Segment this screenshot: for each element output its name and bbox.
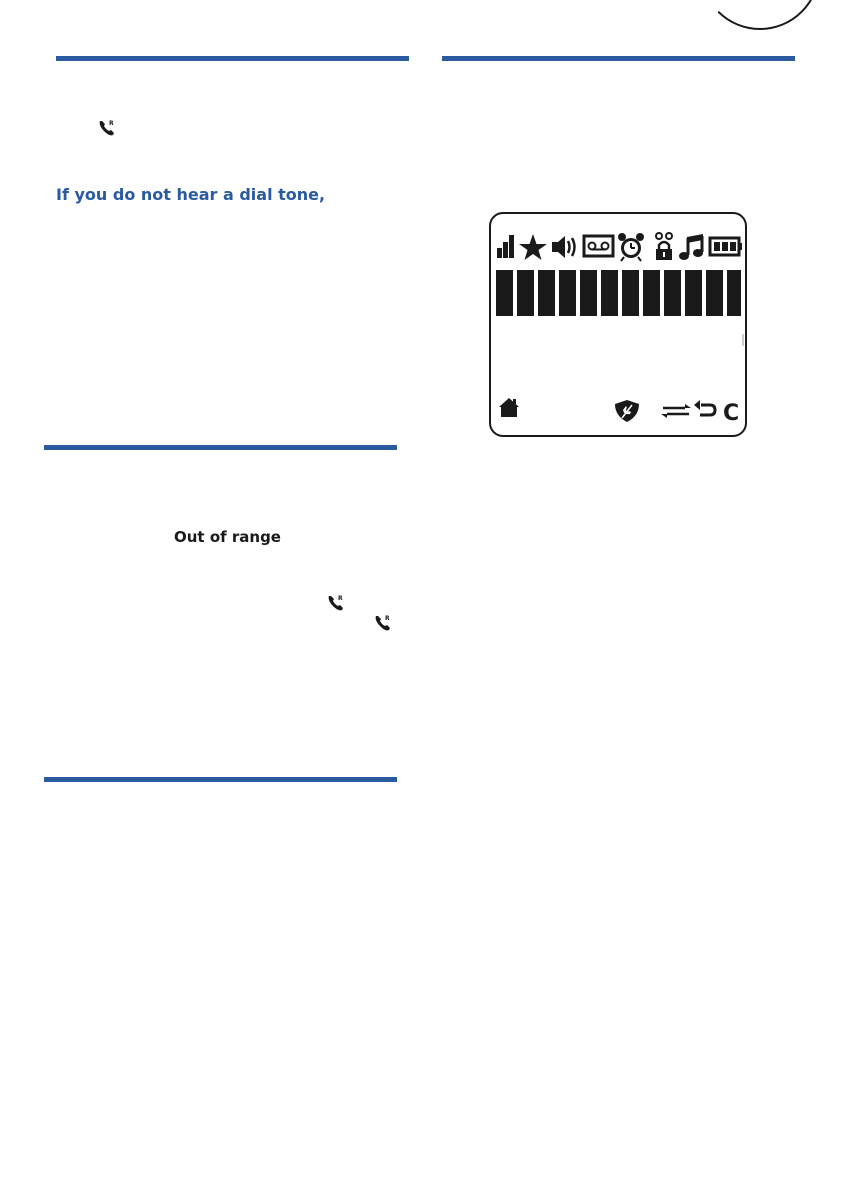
battery-icon bbox=[710, 238, 742, 255]
svg-text:R: R bbox=[385, 615, 390, 622]
section-rule-middle-left bbox=[44, 445, 397, 450]
section-rule-top-left bbox=[56, 56, 409, 61]
speaker-icon bbox=[552, 236, 575, 258]
svg-text:R: R bbox=[338, 595, 343, 602]
voicemail-icon bbox=[584, 236, 613, 256]
phone-recall-icon bbox=[326, 592, 346, 614]
transfer-arrows-icon bbox=[661, 404, 691, 418]
music-note-icon bbox=[679, 234, 703, 260]
page-corner-mark bbox=[700, 0, 820, 30]
back-arrow-icon bbox=[694, 400, 715, 415]
out-of-range-label: Out of range bbox=[174, 528, 281, 546]
keypad-lock-icon bbox=[656, 233, 672, 260]
alarm-clock-icon bbox=[618, 233, 644, 261]
phone-recall-icon bbox=[97, 117, 117, 139]
lcd-display-graphic bbox=[491, 214, 745, 435]
phone-recall-icon bbox=[373, 612, 393, 634]
clear-icon bbox=[723, 401, 739, 426]
svg-text:C: C bbox=[723, 401, 740, 426]
home-icon bbox=[499, 398, 519, 417]
signal-bars-icon bbox=[497, 235, 514, 258]
dial-tone-heading: If you do not hear a dial tone, bbox=[56, 185, 326, 204]
character-segment-row bbox=[496, 270, 741, 316]
lcd-display-diagram bbox=[489, 212, 747, 437]
section-rule-bottom-left bbox=[44, 777, 397, 782]
svg-text:R: R bbox=[109, 120, 114, 127]
section-rule-top-right bbox=[442, 56, 795, 61]
call-block-shield-icon bbox=[615, 400, 639, 422]
star-icon bbox=[519, 234, 547, 260]
